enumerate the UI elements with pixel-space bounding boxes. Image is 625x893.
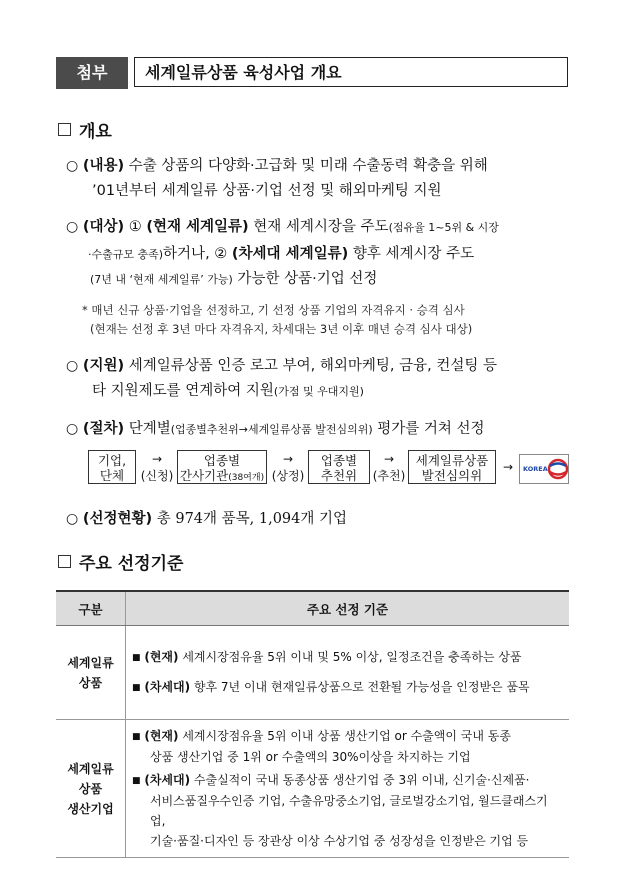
criteria-label: (차세대) <box>144 680 191 694</box>
process-label: (절차) <box>82 421 125 437</box>
flow-box-committee <box>308 450 370 484</box>
criteria-text: 세계시장점유율 5위 이내 및 5% 이상, 일정조건을 충족하는 상품 <box>178 650 522 664</box>
criteria-table <box>56 590 569 858</box>
page-title: 세계일류상품 육성사업 개요 <box>134 57 568 87</box>
process-text-1: 단계별 <box>124 421 171 437</box>
item-support <box>66 355 586 377</box>
criteria-line <box>132 770 563 791</box>
target-label: (대상) <box>82 219 125 235</box>
flow-box-agency-count: (38여개) <box>228 473 265 483</box>
square-bullet-icon: ■ <box>132 653 141 663</box>
content-label: (내용) <box>82 158 125 174</box>
flow-box-committee-line1: 업종별 <box>320 453 358 468</box>
item-content <box>66 155 576 177</box>
section-overview-title: 개요 <box>79 122 112 142</box>
table-header-row <box>56 591 569 626</box>
section-criteria-title: 주요 선정기준 <box>79 554 184 574</box>
checkbox-square-icon <box>58 123 71 136</box>
circle-bullet-icon: ○ <box>66 421 79 437</box>
item-target <box>66 216 586 239</box>
process-text-2: 평가를 거쳐 선정 <box>372 421 485 437</box>
flow-box-company-line2: 단체 <box>99 468 125 483</box>
item-status <box>66 508 586 530</box>
table-cell-category <box>56 626 126 720</box>
flow-arrow-icon: → <box>383 452 395 466</box>
target-small-3: (7년 내 ‘현재 세계일류’ 가능) <box>90 273 233 286</box>
flow-box-company <box>88 450 136 484</box>
status-text: 총 974개 품목, 1,094개 기업 <box>152 511 348 527</box>
square-bullet-icon: ■ <box>132 683 141 693</box>
circle-bullet-icon: ○ <box>66 158 79 174</box>
korea-logo-text: KOREA <box>523 465 548 473</box>
content-text-1: 수출 상품의 다양화·고급화 및 미래 수출동력 확충을 위해 <box>124 158 488 174</box>
korea-logo-icon <box>520 455 568 483</box>
section-overview <box>58 117 112 142</box>
criteria-line <box>132 726 563 747</box>
support-line-2 <box>92 380 364 403</box>
table-cell-criteria <box>126 626 570 720</box>
target-label-current: (현재 세계일류) <box>146 219 249 235</box>
circle-bullet-icon: ○ <box>66 358 79 374</box>
title-box <box>56 57 568 89</box>
criteria-text: 기술·품질·디자인 등 장관상 이상 수상기업 중 성장성을 인정받은 기업 등 <box>150 834 529 848</box>
category-line: 상품 <box>78 675 103 690</box>
process-small-1: (업종별추천위→세계일류상품 발전심의위) <box>170 423 373 436</box>
category-line: 세계일류 <box>67 655 114 670</box>
square-bullet-icon: ■ <box>132 732 141 742</box>
status-label: (선정현황) <box>82 511 153 527</box>
flow-step-recommend: (추천) <box>372 469 406 483</box>
flow-box-council <box>408 450 496 484</box>
target-text-2: 하거나, ② <box>163 246 232 262</box>
section-criteria <box>58 549 183 574</box>
criteria-label: (현재) <box>144 650 179 664</box>
target-text-3: 향후 세계시장 주도 <box>348 246 475 262</box>
note-line-1: * 매년 신규 상품·기업을 선정하고, 기 선정 상품 기업의 자격유지 · 승격 심사 <box>82 303 465 317</box>
target-line-3 <box>90 268 377 291</box>
criteria-text: 서비스품질우수인증 기업, 수출유망중소기업, 글로벌강소기업, 월드클래스기업, <box>150 794 548 828</box>
flow-arrow-icon: → <box>151 452 163 466</box>
category-line: 세계일류 <box>67 761 114 776</box>
flow-box-council-line2: 발전심의위 <box>421 468 483 483</box>
checkbox-square-icon <box>58 555 71 568</box>
circle-bullet-icon: ○ <box>66 219 79 235</box>
criteria-text: 세계시장점유율 5위 이내 상품 생산기업 or 수출액이 국내 동종 <box>178 729 511 743</box>
criteria-text: 향후 7년 이내 현재일류상품으로 전환될 가능성을 인정받은 품목 <box>190 680 530 694</box>
attachment-tag: 첨부 <box>56 57 128 89</box>
criteria-line <box>132 677 563 698</box>
criteria-text: 수출실적이 국내 동종상품 생산기업 중 3위 이내, 신기술·신제품· <box>190 773 530 787</box>
target-small-1: (점유율 1~5위 & 시장 <box>388 221 499 234</box>
target-line-2 <box>88 243 588 266</box>
criteria-label: (차세대) <box>144 773 191 787</box>
table-header-category: 구분 <box>56 591 126 626</box>
criteria-text: 상품 생산기업 중 1위 or 수출액의 30%이상을 차지하는 기업 <box>150 750 471 764</box>
flow-box-agency <box>177 450 267 484</box>
flow-box-company-line1: 기업, <box>97 453 127 468</box>
flow-box-council-line1: 세계일류상품 <box>415 453 489 468</box>
note-line-2: (현재는 선정 후 3년 마다 자격유지, 차세대는 3년 이후 매년 승격 심사 대상) <box>90 322 473 336</box>
flow-box-agency-text: 간사기관 <box>179 468 229 483</box>
category-line: 생산기업 <box>67 801 114 816</box>
flow-box-committee-line2: 추천위 <box>320 468 358 483</box>
criteria-label: (현재) <box>144 729 179 743</box>
flow-box-agency-line1: 업종별 <box>203 453 241 468</box>
content-text-2: ’01년부터 세계일류 상품·기업 선정 및 해외마케팅 지원 <box>92 183 442 199</box>
flow-arrow-icon: → <box>502 460 514 474</box>
target-label-next: (차세대 세계일류) <box>231 246 349 262</box>
target-num1: ① <box>124 219 147 235</box>
support-small-1: (가점 및 우대지원) <box>273 385 364 398</box>
flow-box-agency-line2 <box>178 468 266 486</box>
criteria-line <box>132 647 563 668</box>
table-row <box>56 720 569 858</box>
table-header-criteria: 주요 선정 기준 <box>126 591 570 626</box>
table-cell-criteria <box>126 720 570 858</box>
support-text-1: 세계일류상품 인증 로고 부여, 해외마케팅, 금융, 컨설팅 등 <box>124 358 497 374</box>
flow-step-apply: (신청) <box>140 469 174 483</box>
support-text-2: 타 지원제도를 연계하여 지원 <box>92 383 274 399</box>
square-bullet-icon: ■ <box>132 776 141 786</box>
target-text-1: 현재 세계시장을 주도 <box>248 219 389 235</box>
target-text-4: 가능한 상품·기업 선정 <box>232 271 378 287</box>
circle-bullet-icon: ○ <box>66 511 79 527</box>
category-line: 상품 <box>78 781 103 796</box>
table-row <box>56 626 569 720</box>
table-cell-category <box>56 720 126 858</box>
support-label: (지원) <box>82 358 125 374</box>
korea-logo <box>519 454 569 484</box>
flow-arrow-icon: → <box>282 452 294 466</box>
item-process <box>66 418 586 441</box>
flow-step-submit: (상정) <box>271 469 305 483</box>
target-small-2: ·수출규모 충족) <box>88 248 164 261</box>
